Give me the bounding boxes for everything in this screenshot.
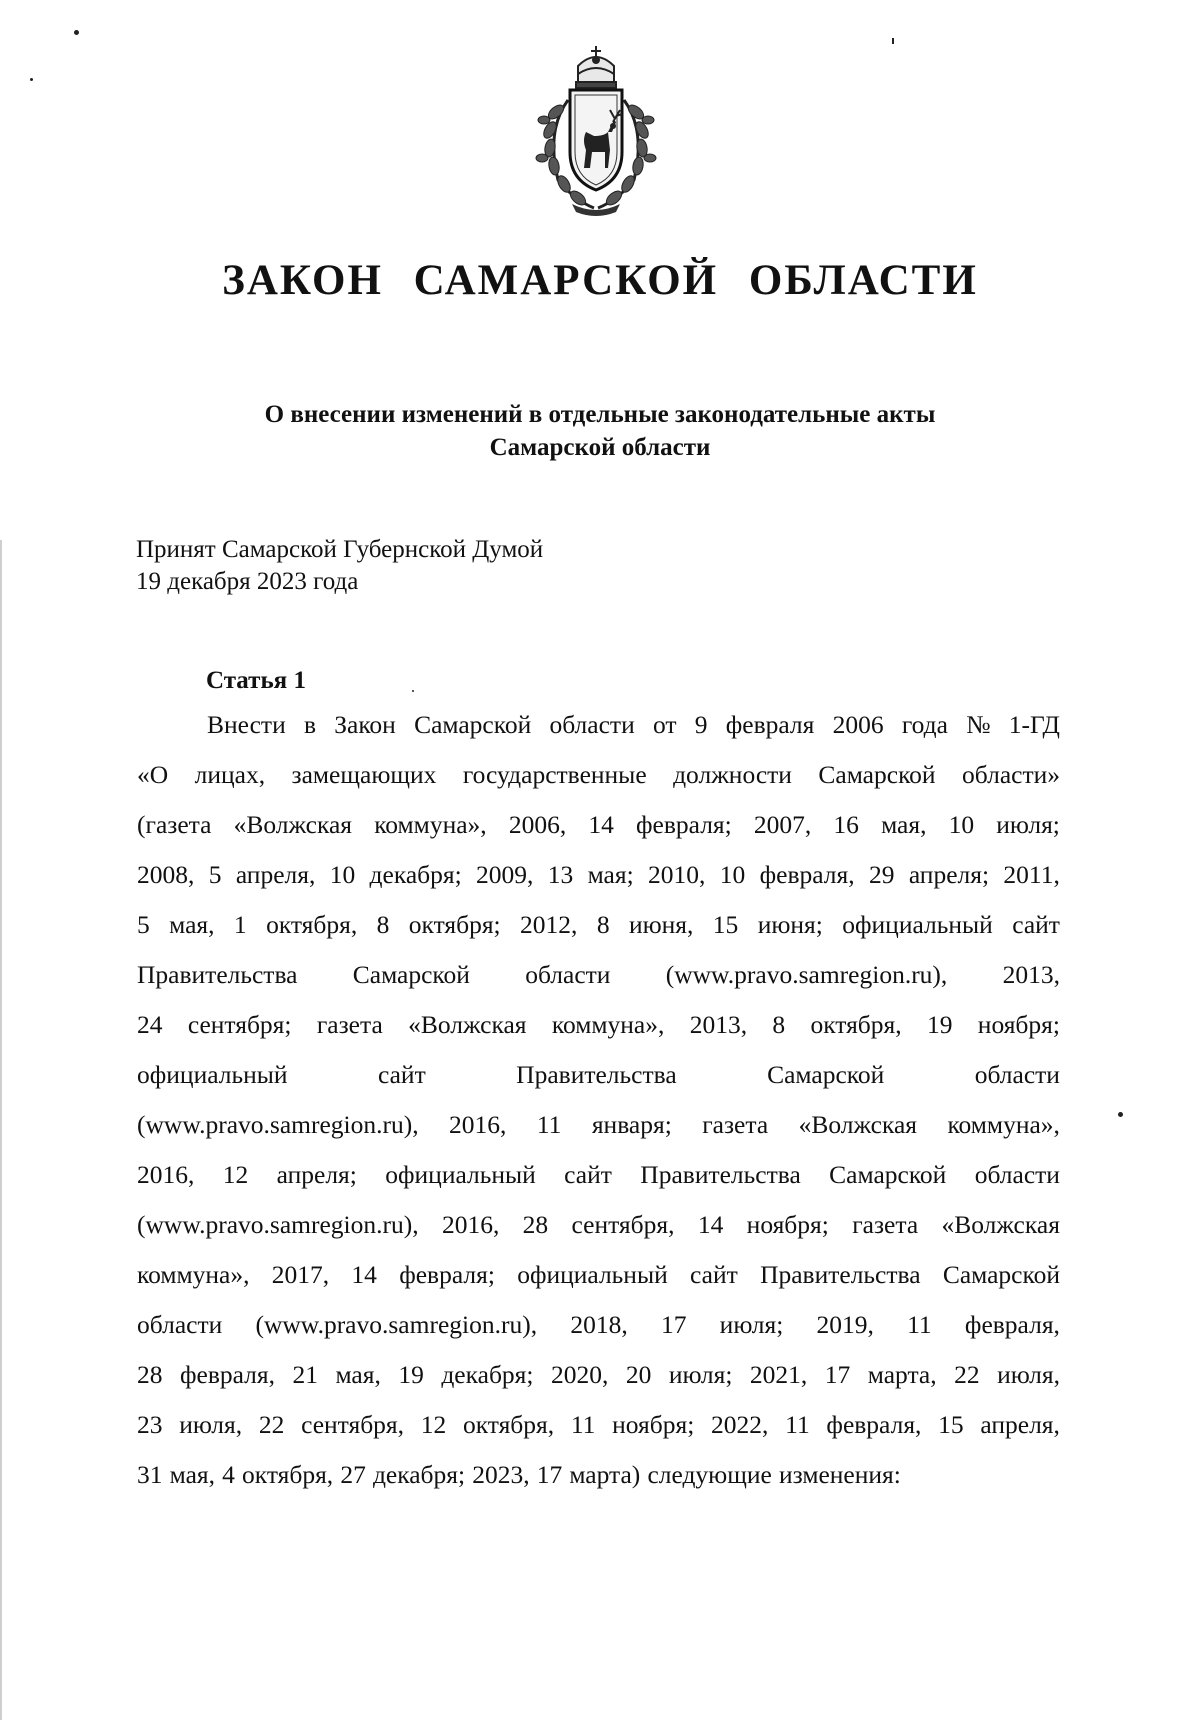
scan-speck: [74, 30, 79, 35]
scan-edge: [0, 540, 2, 1720]
law-subtitle-line-2: Самарской области: [489, 434, 711, 461]
article-line: 5 мая, 1 октября, 8 октября; 2012, 8 июня, 15 июня; официальный сайт: [137, 910, 1060, 939]
article-line: коммуна», 2017, 14 февраля; официальный сайт Правительства Самарской: [137, 1260, 1060, 1289]
article-line: 23 июля, 22 сентября, 12 октября, 11 ноября; 2022, 11 февраля, 15 апреля,: [137, 1410, 1060, 1439]
article-line: 2016, 12 апреля; официальный сайт Правительства Самарской области: [137, 1160, 1060, 1189]
law-title: ЗАКОН САМАРСКОЙ ОБЛАСТИ: [222, 257, 978, 304]
article-line: Внести в Закон Самарской области от 9 февраля 2006 года № 1-ГД: [207, 710, 1060, 739]
scan-speck: [412, 690, 414, 692]
scan-speck: [892, 38, 894, 44]
article-line: «О лицах, замещающих государственные должности Самарской области»: [137, 760, 1060, 789]
article-line: (www.pravo.samregion.ru), 2016, 28 сентября, 14 ноября; газета «Волжская: [137, 1210, 1060, 1239]
article-line: 2008, 5 апреля, 10 декабря; 2009, 13 мая; 2010, 10 февраля, 29 апреля; 2011,: [137, 860, 1060, 889]
adoption-date: 19 декабря 2023 года: [136, 568, 359, 595]
article-line: официальный сайт Правительства Самарской области: [137, 1060, 1060, 1089]
article-line: 24 сентября; газета «Волжская коммуна», 2013, 8 октября, 19 ноября;: [137, 1010, 1060, 1039]
law-subtitle-line-1: О внесении изменений в отдельные законодательные акты: [264, 401, 936, 428]
adoption-note: [136, 534, 543, 598]
article-line: области (www.pravo.samregion.ru), 2018, 17 июля; 2019, 11 февраля,: [137, 1310, 1060, 1339]
law-subtitle: [0, 398, 1200, 464]
scan-speck: [1118, 1112, 1123, 1117]
article-heading: Статья 1: [206, 667, 306, 694]
article-line: (газета «Волжская коммуна», 2006, 14 февраля; 2007, 16 мая, 10 июля;: [137, 810, 1060, 839]
article-line: (www.pravo.samregion.ru), 2016, 11 января; газета «Волжская коммуна»,: [137, 1110, 1060, 1139]
article-line: 28 февраля, 21 мая, 19 декабря; 2020, 20 июля; 2021, 17 марта, 22 июля,: [137, 1360, 1060, 1389]
adoption-body: Принят Самарской Губернской Думой: [136, 536, 544, 563]
article-body: [137, 700, 1060, 1500]
scan-speck: [30, 78, 33, 81]
coat-of-arms-icon: [516, 40, 676, 220]
article-line: 31 мая, 4 октября, 27 декабря; 2023, 17 марта) следующие изменения:: [137, 1460, 901, 1489]
article-line: Правительства Самарской области (www.pravo.samregion.ru), 2013,: [137, 960, 1060, 989]
